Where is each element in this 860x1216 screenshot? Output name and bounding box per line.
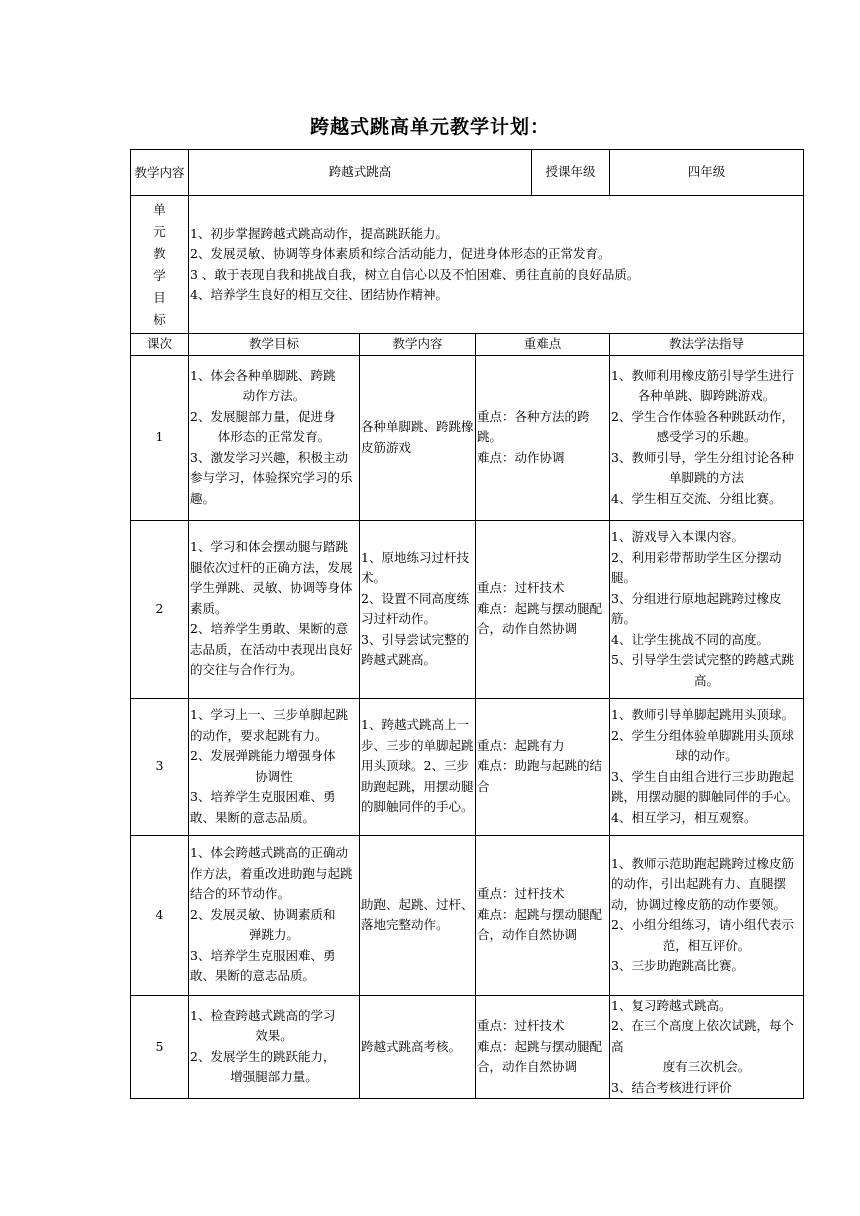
- objectives-label-char: 教: [153, 245, 166, 261]
- method-line: 2、小组分组练习，请小组代表示: [611, 917, 794, 932]
- objectives-list: [189, 196, 804, 334]
- header-lesson: 课次: [131, 334, 189, 356]
- key-point-line: 难点：助跑与起跳的结合: [477, 758, 603, 794]
- goal-line: 动作方法。: [242, 388, 306, 404]
- header-row: [131, 334, 804, 356]
- method-line: 2、学生合作体验各种跳跃动作，: [611, 408, 794, 424]
- lesson-goals: [189, 835, 360, 995]
- method-line: 3、分组进行原地起跳跨过橡皮筋。: [611, 590, 782, 626]
- method-line: 球的动作。: [675, 748, 738, 763]
- lesson-row: [131, 995, 804, 1099]
- lesson-goals: [189, 698, 360, 835]
- goal-line: 1、体会跨越式跳高的正确动作方法，着重改进助跑与起跳结合的环节动作。: [190, 845, 353, 902]
- method-line: 4、相互学习，相互观察。: [611, 809, 757, 825]
- lesson-content: [360, 698, 476, 835]
- lesson-methods: [610, 835, 804, 995]
- teaching-plan-table: [130, 149, 804, 1099]
- key-point-line: 难点：起跳与摆动腿配合，动作自然协调: [477, 600, 603, 637]
- header-goals: 教学目标: [189, 334, 360, 356]
- lesson-number: 4: [131, 835, 189, 995]
- method-line: 4、学生相互交流、分组比赛。: [611, 490, 782, 506]
- lesson-key-points: [476, 520, 610, 698]
- content-line: 跨越式跳高考核。: [361, 1038, 462, 1054]
- key-point-line: 难点：起跳与摆动腿配合，动作自然协调: [477, 906, 603, 943]
- content-line: 1、跨越式跳高上一步、三步的单脚起跳用头顶球。2、三步助跑起跳，用摆动腿的脚触同伴的手心。: [361, 717, 474, 815]
- method-line: 范，相互评价。: [662, 937, 751, 953]
- lesson-key-points: [476, 355, 610, 520]
- lesson-number: 2: [131, 520, 189, 698]
- goal-line: 2、培养学生勇敢、果断的意志品质，在活动中表现出良好的交往与合作行为。: [190, 621, 353, 678]
- content-line: 各种单脚跳、跨跳橡皮筋游戏: [361, 419, 474, 455]
- goal-line: 2、发展腿部力量，促进身: [190, 408, 336, 424]
- key-point-line: 重点：起跳有力: [477, 737, 565, 753]
- objective-item: 4、培养学生良好的相互交往、团结协作精神。: [190, 287, 448, 302]
- goal-line: 效果。: [255, 1028, 293, 1044]
- lesson-number: 5: [131, 995, 189, 1099]
- lesson-content: [360, 995, 476, 1099]
- content-row: [131, 150, 804, 196]
- lesson-row: [131, 520, 804, 698]
- method-line: 4、让学生挑战不同的高度。: [611, 631, 769, 647]
- lesson-key-points: [476, 835, 610, 995]
- goal-line: 2、发展灵敏、协调素质和: [190, 906, 336, 922]
- goal-line: 2、发展学生的跳跃能力，: [190, 1048, 336, 1064]
- objectives-label-char: 学: [153, 267, 166, 283]
- method-line: 5、引导学生尝试完整的跨越式跳: [611, 652, 794, 667]
- method-line: 1、教师利用橡皮筋引导学生进行: [611, 367, 794, 383]
- goal-line: 1、体会各种单脚跳、跨跳: [190, 367, 336, 383]
- objective-item: 1、初步掌握跨越式跳高动作，提高跳跃能力。: [190, 225, 448, 241]
- method-line: 1、教师示范助跑起跳跨过橡皮筋的动作，引出起跳有力、直腿摆动，协调过橡皮筋的动作要领。: [611, 855, 794, 912]
- method-line: 2、在三个高度上依次试跳，每个高: [611, 1018, 794, 1054]
- method-line: 感受学习的乐趣。: [656, 429, 757, 445]
- lesson-methods: [610, 995, 804, 1099]
- content-line: 2、设置不同高度练习过杆动作。: [361, 590, 469, 626]
- method-line: 3、教师引导，学生分组讨论各种: [611, 449, 794, 465]
- key-point-line: 难点：动作协调: [477, 449, 565, 465]
- lesson-content: [360, 355, 476, 520]
- method-line: 1、游戏导入本课内容。: [611, 529, 744, 544]
- lesson-key-points: [476, 698, 610, 835]
- method-line: 各种单跳、脚跨跳游戏。: [637, 388, 776, 404]
- objectives-label: [131, 196, 189, 334]
- objectives-label-char: 元: [153, 223, 166, 239]
- goal-line: 3、培养学生克服困难、勇敢、果断的意志品质。: [190, 947, 336, 984]
- grade-label: 授课年级: [532, 150, 610, 196]
- goal-line: 1、学习和体会摆动腿与踏跳腿依次过杆的正确方法，发展学生弹跳、灵敏、协调等身体素质。: [190, 539, 353, 616]
- lesson-goals: [189, 355, 360, 520]
- page-title: 跨越式跳高单元教学计划：: [309, 116, 550, 138]
- grade-value: 四年级: [610, 150, 804, 196]
- goal-line: 体形态的正常发育。: [217, 429, 331, 445]
- goal-line: 3、培养学生克服困难、勇敢、果断的意志品质。: [190, 789, 336, 825]
- header-key-points: 重难点: [476, 334, 610, 356]
- lesson-content: [360, 520, 476, 698]
- key-point-line: 重点：各种方法的跨跳。: [477, 408, 590, 445]
- objectives-label-char: 标: [153, 311, 166, 327]
- method-line: 1、教师引导单脚起跳用头顶球。: [611, 707, 794, 722]
- method-line: 单脚跳的方法: [669, 470, 745, 486]
- content-line: 助跑、起跳、过杆、落地完整动作。: [361, 896, 474, 932]
- goal-line: 协调性: [255, 768, 293, 784]
- goal-line: 弹跳力。: [248, 927, 299, 943]
- objective-item: 3 、敢于表现自我和挑战自我，树立自信心以及不怕困难、勇往直前的良好品质。: [190, 266, 640, 282]
- content-label: 教学内容: [131, 150, 189, 196]
- objectives-label-char: 单: [153, 201, 166, 217]
- header-content: 教学内容: [360, 334, 476, 356]
- method-line: 度有三次机会。: [662, 1059, 751, 1074]
- content-line: 1、原地练习过杆技术。: [361, 549, 469, 585]
- goal-line: 2、发展弹跳能力增强身体: [190, 748, 336, 763]
- objective-item: 2、发展灵敏、协调等身体素质和综合活动能力，促进身体形态的正常发育。: [190, 246, 611, 261]
- method-line: 3、三步助跑跳高比赛。: [611, 958, 744, 973]
- key-point-line: 难点：起跳与摆动腿配合，动作自然协调: [477, 1038, 603, 1074]
- method-line: 1、复习跨越式跳高。: [611, 997, 732, 1013]
- key-point-line: 重点：过杆技术: [477, 886, 565, 902]
- goal-line: 1、学习上一、三步单脚起跳的动作，要求起跳有力。: [190, 707, 348, 743]
- key-point-line: 重点：过杆技术: [477, 1018, 565, 1033]
- goal-line: 增强腿部力量。: [230, 1069, 318, 1085]
- lesson-row: [131, 698, 804, 835]
- lesson-number: 1: [131, 355, 189, 520]
- lesson-goals: [189, 520, 360, 698]
- method-line: 高。: [694, 672, 720, 688]
- content-value: 跨越式跳高: [189, 150, 532, 196]
- content-line: 3、引导尝试完整的跨越式跳高。: [361, 631, 469, 667]
- method-line: 2、利用彩带帮助学生区分摆动腿。: [611, 549, 782, 585]
- method-line: 3、学生自由组合进行三步助跑起跳，用摆动腿的脚触同伴的手心。: [611, 768, 799, 804]
- key-point-line: 重点：过杆技术: [477, 580, 565, 596]
- lesson-row: [131, 355, 804, 520]
- objectives-label-char: 目: [153, 289, 166, 305]
- lesson-number: 3: [131, 698, 189, 835]
- header-methods: 教法学法指导: [610, 334, 804, 356]
- method-line: 3、结合考核进行评价: [611, 1079, 732, 1095]
- lesson-methods: [610, 520, 804, 698]
- goal-line: 3、激发学习兴趣，积极主动参与学习，体验探究学习的乐趣。: [190, 449, 353, 506]
- lesson-methods: [610, 698, 804, 835]
- lesson-key-points: [476, 995, 610, 1099]
- lesson-content: [360, 835, 476, 995]
- goal-line: 1、检查跨越式跳高的学习: [190, 1007, 336, 1023]
- lesson-row: [131, 835, 804, 995]
- objectives-row: [131, 196, 804, 334]
- lesson-methods: [610, 355, 804, 520]
- lesson-goals: [189, 995, 360, 1099]
- method-line: 2、学生分组体验单脚跳用头顶球: [611, 727, 794, 743]
